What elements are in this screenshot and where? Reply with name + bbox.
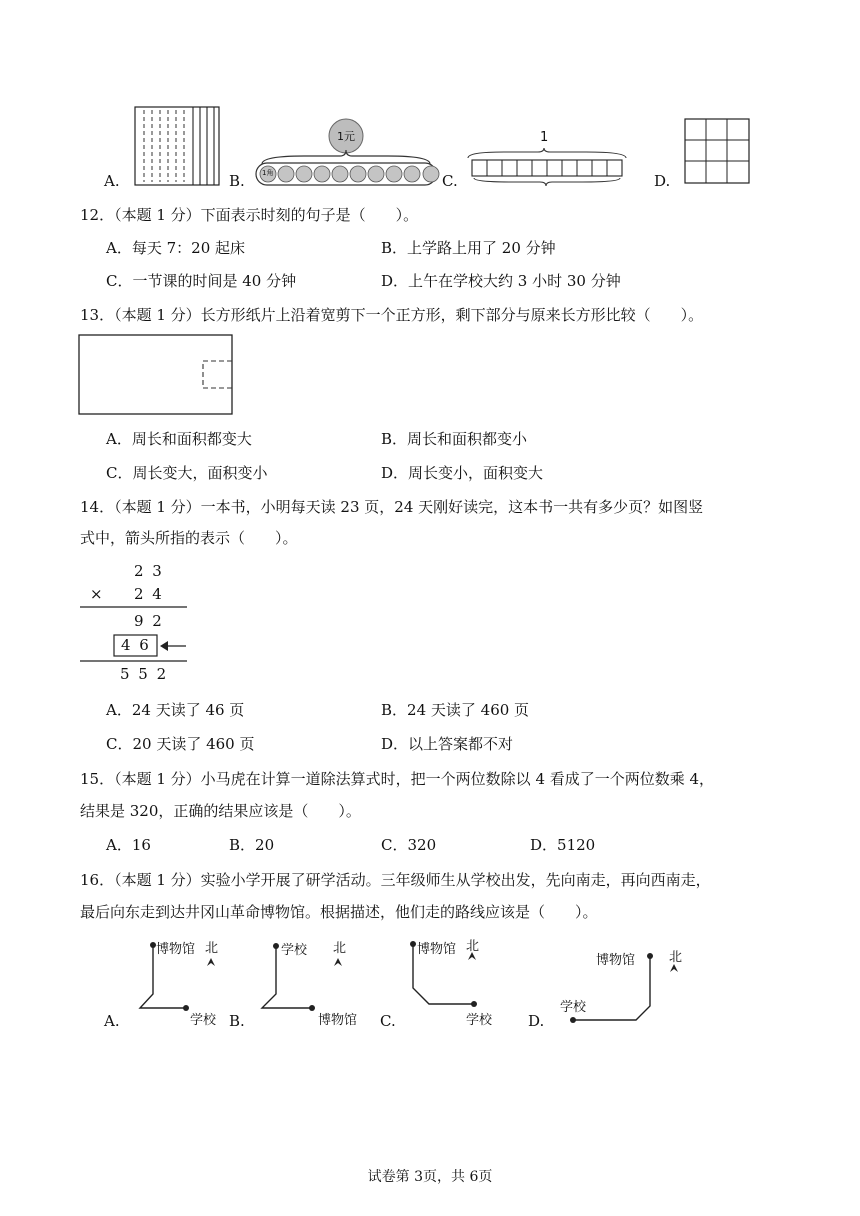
q11-big-coin-label: 1元 <box>337 130 355 143</box>
page-footer: 试卷第 3页，共 6页 <box>367 1169 493 1185</box>
q16-b-north: 北 <box>333 941 347 956</box>
q11-option-d-label: D. <box>654 172 671 190</box>
q16-a-school: 学校 <box>190 1013 217 1028</box>
q16-option-b-label: B. <box>229 1012 245 1030</box>
q13-rectangle-figure <box>78 334 234 416</box>
q12-stem: 12．（本题 1 分）下面表示时刻的句子是（ ）。 <box>80 206 419 224</box>
arrow-left-icon <box>160 640 188 652</box>
q13-stem: 13．（本题 1 分）长方形纸片上沿着宽剪下一个正方形，剩下部分与原来长方形比较（ ）。 <box>80 306 704 324</box>
q11-small-coin-label: 1角 <box>262 169 274 177</box>
q14-stem-line1: 14．（本题 1 分）一本书，小明每天读 23 页，24 天刚好读完，这本书一共有多少页？如图竖 <box>80 498 704 516</box>
q11-option-b-figure <box>254 116 444 188</box>
q15-stem-line2: 结果是 320，正确的结果应该是（ ）。 <box>80 802 361 820</box>
q11-option-a-figure <box>134 106 224 186</box>
q13-option-b[interactable]: B．周长和面积都变小 <box>381 430 528 448</box>
q14-stem-line2: 式中，箭头所指的表示（ ）。 <box>80 529 298 547</box>
q16-d-north: 北 <box>669 950 683 965</box>
calc-times-sign: × <box>90 585 105 603</box>
q16-c-school: 学校 <box>466 1013 493 1028</box>
q16-c-museum: 博物馆 <box>417 942 457 957</box>
q12-option-d[interactable]: D．上午在学校大约 3 小时 30 分钟 <box>381 272 621 290</box>
q16-c-north: 北 <box>466 939 480 954</box>
q15-option-a[interactable]: A．16 <box>106 836 151 854</box>
q14-option-a[interactable]: A．24 天读了 46 页 <box>106 701 245 719</box>
q11-option-d-figure <box>684 118 752 186</box>
q16-option-c-label: C. <box>380 1012 396 1030</box>
q16-d-school: 学校 <box>560 1000 587 1015</box>
calc-partial-product-1: 9 2 <box>134 612 164 630</box>
q16-b-museum: 博物馆 <box>318 1013 358 1028</box>
q16-d-museum: 博物馆 <box>596 953 636 968</box>
calc-line-1 <box>80 606 188 608</box>
q16-b-school: 学校 <box>281 943 308 958</box>
q16-option-a-label: A. <box>104 1012 120 1030</box>
q12-option-b[interactable]: B．上学路上用了 20 分钟 <box>381 239 556 257</box>
q16-option-d-label: D. <box>528 1012 545 1030</box>
q11-option-b-label: B. <box>229 172 245 190</box>
calc-multiplicand: 2 3 <box>134 562 164 580</box>
q11-option-c-figure <box>464 148 634 184</box>
q14-option-d[interactable]: D．以上答案都不对 <box>381 735 514 753</box>
calc-line-2 <box>80 660 188 662</box>
q15-option-d[interactable]: D．5120 <box>530 836 596 854</box>
q14-option-b[interactable]: B．24 天读了 460 页 <box>381 701 530 719</box>
q16-stem-line1: 16．（本题 1 分）实验小学开展了研学活动。三年级师生从学校出发，先向南走，再向西南走， <box>80 871 711 889</box>
q14-option-c[interactable]: C．20 天读了 460 页 <box>106 735 255 753</box>
q11-option-c-label: C. <box>442 172 458 190</box>
calc-result: 5 5 2 <box>120 665 169 683</box>
q16-a-north: 北 <box>205 941 219 956</box>
q15-option-c[interactable]: C．320 <box>381 836 437 854</box>
q11-strip-label: 1 <box>540 130 549 145</box>
q13-option-a[interactable]: A．周长和面积都变大 <box>106 430 252 448</box>
q12-option-a[interactable]: A．每天 7：20 起床 <box>106 239 245 257</box>
q15-stem-line1: 15．（本题 1 分）小马虎在计算一道除法算式时，把一个两位数除以 4 看成了一个两位数乘 4， <box>80 770 715 788</box>
q15-option-b[interactable]: B．20 <box>229 836 275 854</box>
q11-option-a-label: A. <box>104 172 120 190</box>
q16-stem-line2: 最后向东走到达井冈山革命博物馆。根据描述，他们走的路线应该是（ ）。 <box>80 903 598 921</box>
q16-a-museum: 博物馆 <box>156 942 196 957</box>
q13-option-c[interactable]: C．周长变大，面积变小 <box>106 464 268 482</box>
q12-option-c[interactable]: C．一节课的时间是 40 分钟 <box>106 272 297 290</box>
q13-option-d[interactable]: D．周长变小，面积变大 <box>381 464 544 482</box>
calc-multiplier: 2 4 <box>134 585 164 603</box>
calc-partial-product-2: 4 6 <box>121 636 151 654</box>
